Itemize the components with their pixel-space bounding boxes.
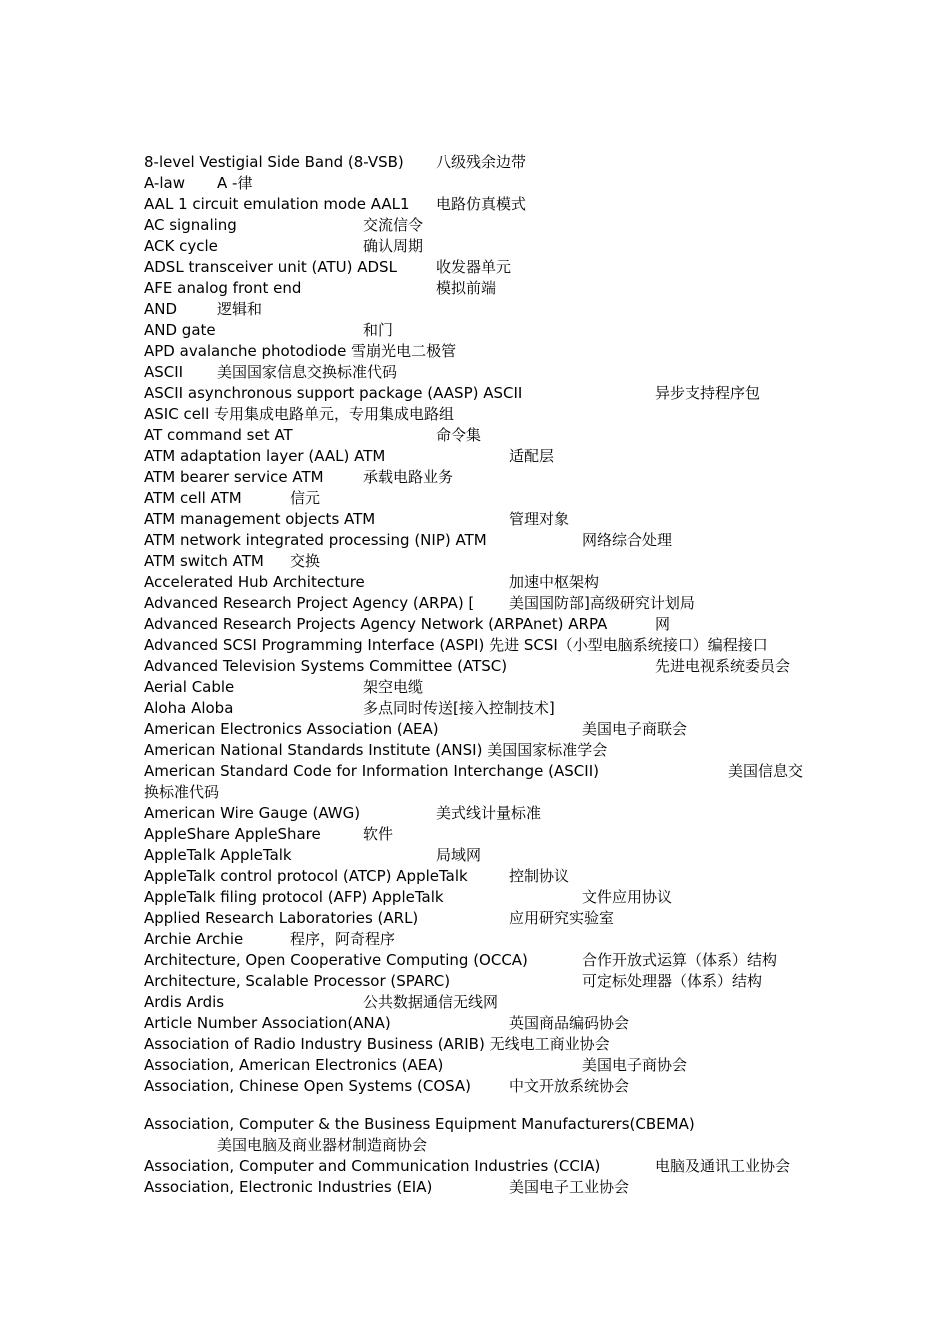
glossary-entry: ATM switch ATM 交换 xyxy=(144,552,321,570)
glossary-entry: ATM bearer service ATM 承载电路业务 xyxy=(144,468,454,486)
glossary-entry: AppleTalk filing protocol (AFP) AppleTalk 文件应用协议 xyxy=(144,888,673,906)
glossary-entry: Advanced Research Project Agency (ARPA) [ 美国国防部]高级研究计划局 xyxy=(144,594,695,612)
glossary-entry: AND gate 和门 xyxy=(144,321,394,339)
paragraph-gap xyxy=(144,1097,804,1114)
glossary-entry: American National Standards Institute (ANSI) 美国国家标准学会 xyxy=(144,741,608,759)
glossary-entry: Accelerated Hub Architecture 加速中枢架构 xyxy=(144,573,600,591)
glossary-entry: AppleTalk AppleTalk 局域网 xyxy=(144,846,482,864)
glossary-entry: AppleShare AppleShare 软件 xyxy=(144,825,394,843)
glossary-entry: American Electronics Association (AEA) 美国电子商联会 xyxy=(144,720,688,738)
glossary-entry: ASCII asynchronous support package (AASP) ASCII 异步支持程序包 xyxy=(144,384,761,402)
glossary-entry: Article Number Association(ANA) 英国商品编码协会 xyxy=(144,1014,630,1032)
glossary-entry: A-law A -律 xyxy=(144,174,253,192)
glossary-entry: ASCII 美国国家信息交换标准代码 xyxy=(144,363,398,381)
glossary-entry: American Wire Gauge (AWG) 美式线计量标准 xyxy=(144,804,542,822)
glossary-entry: Association, Computer and Communication Industries (CCIA) 电脑及通讯工业协会 xyxy=(144,1157,791,1175)
glossary-entry: Association of Radio Industry Business (ARIB) 无线电工商业协会 xyxy=(144,1035,610,1053)
glossary-entry: 8-level Vestigial Side Band (8-VSB) 八级残余边带 xyxy=(144,153,527,171)
glossary-entry: AT command set AT 命令集 xyxy=(144,426,482,444)
glossary-entry: Ardis Ardis 公共数据通信无线网 xyxy=(144,993,499,1011)
glossary-entry: ACK cycle 确认周期 xyxy=(144,237,424,255)
glossary-entry: Association, American Electronics (AEA) 美国电子商协会 xyxy=(144,1056,688,1074)
glossary-entry: ADSL transceiver unit (ATU) ADSL 收发器单元 xyxy=(144,258,512,276)
glossary-entry: Architecture, Open Cooperative Computing (OCCA) 合作开放式运算（体系）结构 xyxy=(144,951,778,969)
glossary-entry: Aerial Cable 架空电缆 xyxy=(144,678,424,696)
glossary-entry: ATM management objects ATM 管理对象 xyxy=(144,510,570,528)
glossary-entry: Architecture, Scalable Processor (SPARC) 可定标处理器（体系）结构 xyxy=(144,972,763,990)
glossary-entry: ATM network integrated processing (NIP) ATM 网络综合处理 xyxy=(144,531,673,549)
glossary-entry: ATM cell ATM 信元 xyxy=(144,489,321,507)
glossary-entry: Association, Electronic Industries (EIA) 美国电子工业协会 xyxy=(144,1178,630,1196)
glossary-entry: Advanced Research Projects Agency Network (ARPAnet) ARPA 网 xyxy=(144,615,671,633)
glossary-entry: ATM adaptation layer (AAL) ATM 适配层 xyxy=(144,447,555,465)
glossary-entry: Association, Chinese Open Systems (COSA) 中文开放系统协会 xyxy=(144,1077,630,1095)
glossary-entry: ASIC cell 专用集成电路单元，专用集成电路组 xyxy=(144,405,455,423)
glossary-entry: Advanced Television Systems Committee (ATSC) 先进电视系统委员会 xyxy=(144,657,791,675)
glossary-entry: AAL 1 circuit emulation mode AAL1 电路仿真模式 xyxy=(144,195,527,213)
glossary-entry: AFE analog front end 模拟前端 xyxy=(144,279,497,297)
glossary-entry: Aloha Aloba 多点同时传送[接入控制技术] xyxy=(144,699,555,717)
glossary-entry: Advanced SCSI Programming Interface (ASPI) 先进 SCSI（小型电脑系统接口）编程接口 xyxy=(144,636,768,654)
glossary-entry: Association, Computer & the Business Equipment Manufacturers(CBEMA) 美国电脑及商业器材制造商协会 xyxy=(144,1115,695,1154)
glossary-entry: AC signaling 交流信令 xyxy=(144,216,424,234)
glossary-entry: APD avalanche photodiode 雪崩光电二极管 xyxy=(144,342,457,360)
glossary-entry: Applied Research Laboratories (ARL) 应用研究实验室 xyxy=(144,909,615,927)
glossary-entry: AND 逻辑和 xyxy=(144,300,263,318)
glossary-entry: Archie Archie 程序，阿奇程序 xyxy=(144,930,396,948)
glossary-entry: American Standard Code for Information Interchange (ASCII) 美国信息交换标准代码 xyxy=(144,762,804,801)
document-body xyxy=(144,152,804,1198)
glossary-entry: AppleTalk control protocol (ATCP) AppleTalk 控制协议 xyxy=(144,867,570,885)
